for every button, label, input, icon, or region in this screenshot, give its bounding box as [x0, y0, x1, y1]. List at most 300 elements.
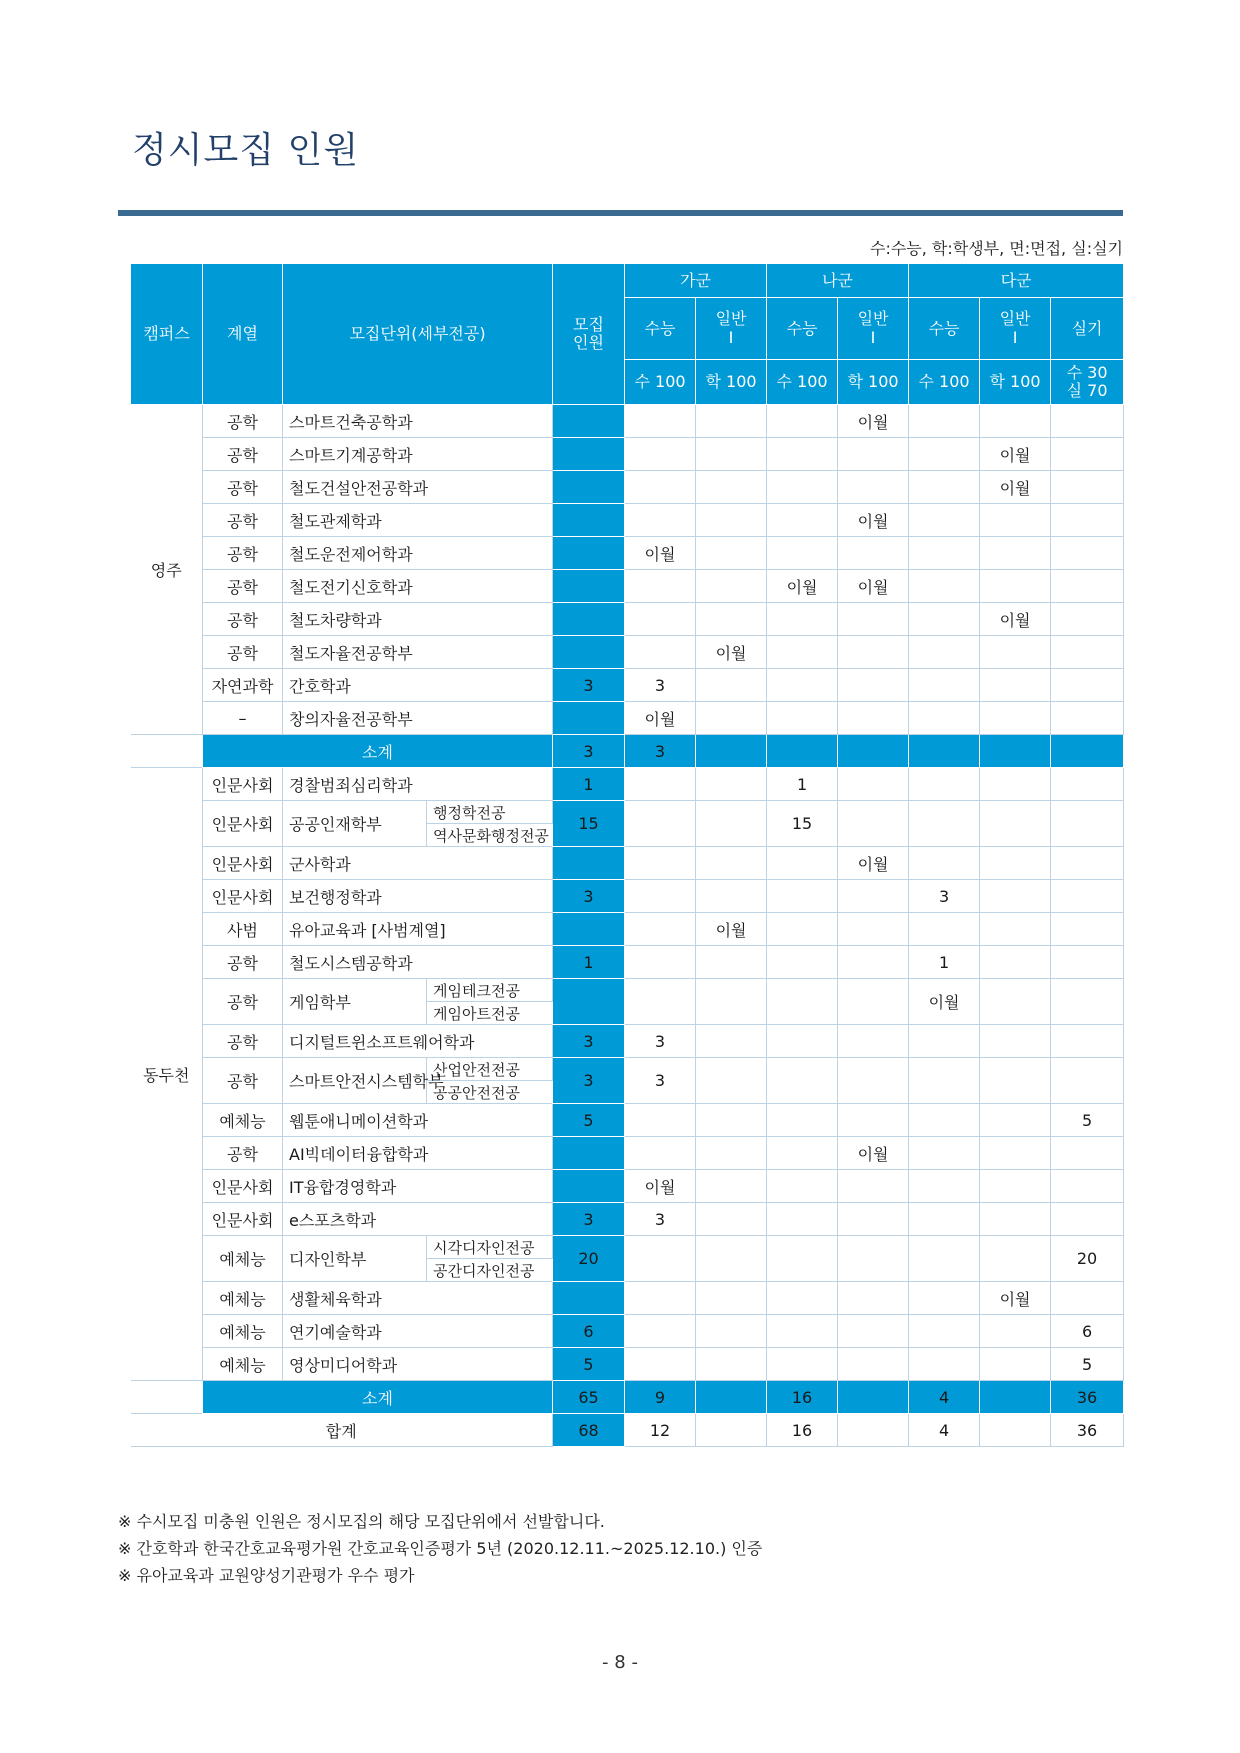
field-cell: 예체능 [203, 1236, 283, 1282]
field-cell: 공학 [203, 504, 283, 537]
table-row [131, 768, 1124, 801]
value-cell [625, 636, 696, 669]
value-cell [767, 471, 838, 504]
value-cell [838, 1315, 909, 1348]
value-cell [625, 1315, 696, 1348]
quota-cell: 1 [553, 946, 625, 979]
value-cell: 이월 [838, 847, 909, 880]
abbreviation-legend: 수:수능, 학:학생부, 면:면접, 실:실기 [869, 239, 1123, 258]
quota-cell [553, 603, 625, 636]
value-cell [838, 1236, 909, 1282]
value-cell [696, 405, 767, 438]
value-cell [625, 913, 696, 946]
value-cell [1051, 801, 1124, 847]
subtotal-row [131, 735, 1124, 768]
field-cell: 공학 [203, 537, 283, 570]
value-cell: 3 [625, 669, 696, 702]
table-row [131, 946, 1124, 979]
value-cell [909, 504, 980, 537]
value-cell [696, 1137, 767, 1170]
value-cell [767, 438, 838, 471]
subtotal-row [131, 1381, 1124, 1414]
value-cell [980, 946, 1051, 979]
value-cell [767, 1025, 838, 1058]
value-cell [980, 405, 1051, 438]
subtotal-quota: 65 [553, 1381, 625, 1414]
header-da-practical: 실기 [1051, 298, 1124, 360]
value-cell [838, 946, 909, 979]
score-ga-general: 학 100 [696, 360, 767, 405]
field-cell: 인문사회 [203, 768, 283, 801]
field-cell: – [203, 702, 283, 735]
value-cell [909, 1236, 980, 1282]
campus-cell: 동두천 [131, 768, 203, 1381]
unit-cell: 디자인학부 [283, 1236, 427, 1282]
value-cell: 5 [1051, 1348, 1124, 1381]
value-cell [909, 603, 980, 636]
table-row [131, 913, 1124, 946]
value-cell [696, 471, 767, 504]
value-cell [625, 801, 696, 847]
value-cell [1051, 946, 1124, 979]
unit-cell: 디지털트윈소프트웨어학과 [283, 1025, 553, 1058]
table-row [131, 1058, 1124, 1081]
value-cell [838, 880, 909, 913]
header-group-na: 나군 [767, 264, 909, 298]
value-cell: 6 [1051, 1315, 1124, 1348]
value-cell [1051, 1058, 1124, 1104]
subtotal-value [696, 735, 767, 768]
value-cell [1051, 1170, 1124, 1203]
value-cell [1051, 603, 1124, 636]
value-cell [696, 1170, 767, 1203]
admission-quota-table [130, 263, 1124, 1447]
table-row [131, 1170, 1124, 1203]
value-cell [696, 946, 767, 979]
quota-cell [553, 1282, 625, 1315]
quota-cell: 5 [553, 1348, 625, 1381]
value-cell [767, 504, 838, 537]
table-body [131, 405, 1124, 1447]
value-cell [1051, 1025, 1124, 1058]
value-cell [909, 847, 980, 880]
value-cell [909, 1348, 980, 1381]
campus-spacer [131, 1381, 203, 1414]
value-cell [767, 1348, 838, 1381]
table-row [131, 603, 1124, 636]
value-cell [980, 702, 1051, 735]
quota-cell [553, 537, 625, 570]
value-cell [1051, 979, 1124, 1025]
value-cell [767, 405, 838, 438]
value-cell: 3 [625, 1203, 696, 1236]
value-cell [696, 979, 767, 1025]
value-cell [909, 438, 980, 471]
quota-cell [553, 1137, 625, 1170]
value-cell: 3 [909, 880, 980, 913]
value-cell [838, 913, 909, 946]
sub-major-cell: 행정학전공 [427, 801, 553, 824]
value-cell [696, 1348, 767, 1381]
field-cell: 공학 [203, 1025, 283, 1058]
unit-cell: 간호학과 [283, 669, 553, 702]
table-row [131, 570, 1124, 603]
unit-cell: 철도운전제어학과 [283, 537, 553, 570]
subtotal-value [980, 735, 1051, 768]
quota-cell [553, 847, 625, 880]
value-cell [696, 1104, 767, 1137]
value-cell [838, 801, 909, 847]
quota-cell: 3 [553, 1203, 625, 1236]
value-cell [767, 1104, 838, 1137]
value-cell: 이월 [625, 1170, 696, 1203]
header-da-general: 일반 Ⅰ [980, 298, 1051, 360]
value-cell [625, 1348, 696, 1381]
unit-cell: IT융합경영학과 [283, 1170, 553, 1203]
total-label: 합계 [131, 1414, 553, 1447]
table-row [131, 880, 1124, 913]
sub-major-cell: 공간디자인전공 [427, 1259, 553, 1282]
field-cell: 공학 [203, 471, 283, 504]
quota-cell [553, 471, 625, 504]
value-cell [838, 1282, 909, 1315]
value-cell: 20 [1051, 1236, 1124, 1282]
unit-cell: e스포츠학과 [283, 1203, 553, 1236]
value-cell [625, 471, 696, 504]
unit-cell: 철도자율전공학부 [283, 636, 553, 669]
quota-cell [553, 405, 625, 438]
value-cell [909, 801, 980, 847]
value-cell: 3 [625, 1025, 696, 1058]
total-value: 16 [767, 1414, 838, 1447]
value-cell: 이월 [696, 913, 767, 946]
value-cell [838, 1025, 909, 1058]
value-cell [980, 636, 1051, 669]
value-cell: 1 [909, 946, 980, 979]
subtotal-label: 소계 [203, 735, 553, 768]
value-cell [625, 1137, 696, 1170]
value-cell [980, 1104, 1051, 1137]
value-cell: 이월 [980, 1282, 1051, 1315]
table-row [131, 1025, 1124, 1058]
value-cell [980, 1348, 1051, 1381]
value-cell: 1 [767, 768, 838, 801]
value-cell [625, 438, 696, 471]
header-quota: 모집 인원 [553, 264, 625, 405]
value-cell: 이월 [767, 570, 838, 603]
campus-cell: 영주 [131, 405, 203, 735]
value-cell: 이월 [625, 702, 696, 735]
sub-major-cell: 산업안전전공 [427, 1058, 553, 1081]
value-cell [909, 1025, 980, 1058]
value-cell [767, 1170, 838, 1203]
subtotal-value [1051, 735, 1124, 768]
value-cell [980, 1203, 1051, 1236]
unit-cell: 보건행정학과 [283, 880, 553, 913]
value-cell [696, 537, 767, 570]
score-da-suneung: 수 100 [909, 360, 980, 405]
value-cell [696, 880, 767, 913]
title-divider [118, 210, 1123, 216]
value-cell [696, 438, 767, 471]
value-cell [838, 603, 909, 636]
value-cell [838, 1170, 909, 1203]
value-cell [696, 504, 767, 537]
value-cell [909, 1315, 980, 1348]
unit-cell: 생활체육학과 [283, 1282, 553, 1315]
value-cell [1051, 880, 1124, 913]
field-cell: 공학 [203, 603, 283, 636]
value-cell: 5 [1051, 1104, 1124, 1137]
value-cell: 이월 [838, 504, 909, 537]
value-cell [625, 504, 696, 537]
table-row [131, 1348, 1124, 1381]
header-campus: 캠퍼스 [131, 264, 203, 405]
value-cell [980, 537, 1051, 570]
field-cell: 예체능 [203, 1348, 283, 1381]
total-row [131, 1414, 1124, 1447]
header-ga-suneung: 수능 [625, 298, 696, 360]
value-cell [625, 768, 696, 801]
value-cell [838, 1348, 909, 1381]
value-cell [696, 1203, 767, 1236]
value-cell [980, 504, 1051, 537]
table-row [131, 1104, 1124, 1137]
table-row [131, 702, 1124, 735]
value-cell: 이월 [838, 1137, 909, 1170]
value-cell [980, 880, 1051, 913]
quota-cell [553, 438, 625, 471]
value-cell: 이월 [980, 603, 1051, 636]
field-cell: 인문사회 [203, 847, 283, 880]
value-cell [1051, 570, 1124, 603]
score-ga-suneung: 수 100 [625, 360, 696, 405]
field-cell: 공학 [203, 405, 283, 438]
header-da-suneung: 수능 [909, 298, 980, 360]
page-number: - 8 - [602, 1652, 638, 1673]
value-cell [696, 669, 767, 702]
subtotal-value [980, 1381, 1051, 1414]
value-cell [767, 537, 838, 570]
quota-cell [553, 979, 625, 1025]
value-cell [909, 1282, 980, 1315]
subtotal-value: 9 [625, 1381, 696, 1414]
value-cell [625, 570, 696, 603]
unit-cell: 스마트기계공학과 [283, 438, 553, 471]
field-cell: 공학 [203, 636, 283, 669]
unit-cell: 철도시스템공학과 [283, 946, 553, 979]
value-cell [1051, 504, 1124, 537]
value-cell [1051, 537, 1124, 570]
value-cell [909, 1137, 980, 1170]
value-cell [767, 1058, 838, 1104]
sub-major-cell: 역사문화행정전공 [427, 824, 553, 847]
total-value [838, 1414, 909, 1447]
value-cell [838, 471, 909, 504]
value-cell [909, 1203, 980, 1236]
header-group-ga: 가군 [625, 264, 767, 298]
field-cell: 예체능 [203, 1104, 283, 1137]
value-cell: 15 [767, 801, 838, 847]
table-row [131, 504, 1124, 537]
field-cell: 예체능 [203, 1315, 283, 1348]
subtotal-value: 16 [767, 1381, 838, 1414]
subtotal-value: 4 [909, 1381, 980, 1414]
value-cell [767, 636, 838, 669]
value-cell [1051, 1203, 1124, 1236]
subtotal-value: 3 [625, 735, 696, 768]
value-cell [980, 570, 1051, 603]
value-cell [1051, 768, 1124, 801]
value-cell [767, 979, 838, 1025]
value-cell [909, 702, 980, 735]
quota-cell [553, 913, 625, 946]
value-cell [696, 603, 767, 636]
field-cell: 공학 [203, 979, 283, 1025]
unit-cell: 철도건설안전공학과 [283, 471, 553, 504]
value-cell [980, 913, 1051, 946]
quota-cell: 3 [553, 669, 625, 702]
table-row [131, 979, 1124, 1002]
value-cell [909, 471, 980, 504]
field-cell: 공학 [203, 1137, 283, 1170]
total-value: 4 [909, 1414, 980, 1447]
subtotal-value [696, 1381, 767, 1414]
value-cell [909, 1058, 980, 1104]
value-cell [838, 979, 909, 1025]
subtotal-label: 소계 [203, 1381, 553, 1414]
value-cell [980, 1137, 1051, 1170]
value-cell [696, 768, 767, 801]
quota-cell: 15 [553, 801, 625, 847]
value-cell [1051, 847, 1124, 880]
quota-cell: 6 [553, 1315, 625, 1348]
sub-major-cell: 공공안전전공 [427, 1081, 553, 1104]
value-cell [838, 669, 909, 702]
value-cell [767, 946, 838, 979]
value-cell [696, 847, 767, 880]
table-row [131, 405, 1124, 438]
value-cell [980, 768, 1051, 801]
value-cell [767, 847, 838, 880]
total-value: 12 [625, 1414, 696, 1447]
header-field: 계열 [203, 264, 283, 405]
value-cell [767, 1315, 838, 1348]
field-cell: 공학 [203, 946, 283, 979]
table-row [131, 669, 1124, 702]
unit-cell: 스마트안전시스템학부 [283, 1058, 427, 1104]
value-cell: 이월 [625, 537, 696, 570]
subtotal-value: 36 [1051, 1381, 1124, 1414]
value-cell [696, 1058, 767, 1104]
sub-major-cell: 시각디자인전공 [427, 1236, 553, 1259]
field-cell: 공학 [203, 1058, 283, 1104]
quota-cell [553, 1170, 625, 1203]
unit-cell: 철도관제학과 [283, 504, 553, 537]
quota-cell [553, 636, 625, 669]
quota-cell [553, 702, 625, 735]
table-row [131, 801, 1124, 824]
unit-cell: 유아교육과 [사범계열] [283, 913, 553, 946]
value-cell: 이월 [980, 438, 1051, 471]
unit-cell: 웹툰애니메이션학과 [283, 1104, 553, 1137]
value-cell [1051, 636, 1124, 669]
value-cell [980, 669, 1051, 702]
total-value [980, 1414, 1051, 1447]
unit-cell: 철도차량학과 [283, 603, 553, 636]
field-cell: 사범 [203, 913, 283, 946]
value-cell [625, 1104, 696, 1137]
value-cell [696, 1236, 767, 1282]
field-cell: 인문사회 [203, 1203, 283, 1236]
value-cell [696, 801, 767, 847]
value-cell [696, 1315, 767, 1348]
field-cell: 인문사회 [203, 880, 283, 913]
header-na-suneung: 수능 [767, 298, 838, 360]
quota-cell [553, 504, 625, 537]
score-da-general: 학 100 [980, 360, 1051, 405]
quota-cell [553, 570, 625, 603]
value-cell [767, 880, 838, 913]
value-cell [1051, 471, 1124, 504]
value-cell [980, 979, 1051, 1025]
table-row [131, 847, 1124, 880]
table-row [131, 1203, 1124, 1236]
table-row [131, 537, 1124, 570]
quota-cell: 1 [553, 768, 625, 801]
header-unit: 모집단위(세부전공) [283, 264, 553, 405]
total-value: 36 [1051, 1414, 1124, 1447]
value-cell [767, 1236, 838, 1282]
value-cell: 이월 [696, 636, 767, 669]
sub-major-cell: 게임아트전공 [427, 1002, 553, 1025]
quota-cell: 3 [553, 1058, 625, 1104]
score-da-practical: 수 30 실 70 [1051, 360, 1124, 405]
field-cell: 인문사회 [203, 1170, 283, 1203]
value-cell [1051, 405, 1124, 438]
value-cell [696, 1282, 767, 1315]
value-cell [980, 1025, 1051, 1058]
value-cell [909, 913, 980, 946]
value-cell [980, 1236, 1051, 1282]
value-cell: 이월 [838, 405, 909, 438]
quota-cell: 3 [553, 1025, 625, 1058]
value-cell [980, 801, 1051, 847]
table-row [131, 438, 1124, 471]
unit-cell: 경찰범죄심리학과 [283, 768, 553, 801]
value-cell [625, 946, 696, 979]
value-cell [696, 570, 767, 603]
unit-cell: 스마트건축공학과 [283, 405, 553, 438]
field-cell: 공학 [203, 438, 283, 471]
value-cell [909, 636, 980, 669]
value-cell [909, 570, 980, 603]
field-cell: 공학 [203, 570, 283, 603]
value-cell [625, 603, 696, 636]
value-cell [767, 1203, 838, 1236]
field-cell: 인문사회 [203, 801, 283, 847]
unit-cell: 영상미디어학과 [283, 1348, 553, 1381]
header-group-da: 다군 [909, 264, 1124, 298]
footnotes [118, 1508, 762, 1589]
unit-cell: 연기예술학과 [283, 1315, 553, 1348]
unit-cell: 공공인재학부 [283, 801, 427, 847]
value-cell [625, 1282, 696, 1315]
table-row [131, 1315, 1124, 1348]
value-cell [767, 1282, 838, 1315]
value-cell [696, 702, 767, 735]
value-cell: 이월 [838, 570, 909, 603]
